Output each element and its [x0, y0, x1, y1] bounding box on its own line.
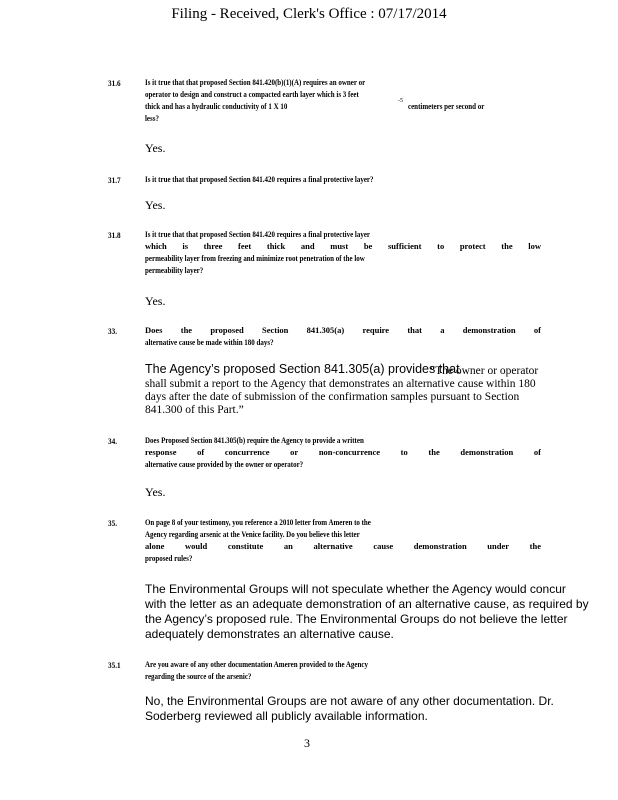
- answer-line: Soderberg reviewed all publicly available information.: [145, 709, 428, 723]
- question-line: Is it true that that proposed Section 841.420 requires a final protective layer?: [145, 174, 374, 184]
- word: thick: [266, 241, 286, 251]
- question-line: alternative cause provided by the owner or operator?: [145, 459, 304, 469]
- question-line: Is it true that that proposed Section 841.420(b)(1)(A) requires an owner or: [145, 77, 366, 87]
- answer-line: the Agency’s proposed rule. The Environmental Groups do not believe the letter: [145, 612, 568, 626]
- word: a: [440, 325, 445, 335]
- word: the: [180, 325, 193, 335]
- word: non-concurrence: [318, 447, 381, 457]
- question-line: alternative cause be made within 180 days?: [145, 337, 274, 347]
- word: demonstration: [413, 541, 467, 551]
- question-line: Is it true that that proposed Section 841.420 requires a final protective layer: [145, 229, 371, 239]
- word: cause: [373, 541, 394, 551]
- question-line: permeability layer from freezing and minimize root penetration of the low: [145, 253, 365, 263]
- word: proposed: [210, 325, 244, 335]
- superscript: -5: [398, 98, 403, 104]
- word: be: [363, 241, 373, 251]
- question-line: Agency regarding arsenic at the Venice facility. Do you believe this letter: [145, 529, 360, 539]
- word: or: [290, 447, 299, 457]
- question-line: less?: [145, 113, 159, 123]
- word: Does: [145, 325, 163, 335]
- word: the: [501, 241, 513, 251]
- word: demonstration: [460, 447, 514, 457]
- word: low: [528, 241, 541, 251]
- word: demonstration: [462, 325, 516, 335]
- answer-text: Yes.: [145, 485, 166, 499]
- question-line-justified: [145, 324, 541, 336]
- word: which: [145, 241, 167, 251]
- filing-header: Filing - Received, Clerk's Office : 07/17/2014: [171, 6, 447, 22]
- question-line: centimeters per second or: [408, 101, 485, 111]
- word: of: [533, 447, 541, 457]
- word: Section: [261, 325, 289, 335]
- question-number: 35.1: [108, 660, 121, 670]
- word: concurrence: [224, 447, 270, 457]
- word: to: [400, 447, 408, 457]
- word: alone: [145, 541, 165, 551]
- question-line-justified: [145, 240, 541, 252]
- answer-line: shall submit a report to the Agency that demonstrates an alternative cause within 180: [145, 378, 536, 390]
- question-number: 31.6: [108, 78, 121, 88]
- word: alternative: [313, 541, 353, 551]
- word: the: [529, 541, 541, 551]
- word: constitute: [227, 541, 264, 551]
- answer-line: days after the date of submission of the confirmation samples pursuant to Section: [145, 391, 520, 403]
- answer-line: adequately demonstrates an alternative cause.: [145, 627, 394, 641]
- word: require: [362, 325, 390, 335]
- page-number: 3: [304, 736, 310, 750]
- question-line: Are you aware of any other documentation Ameren provided to the Agency: [145, 659, 368, 669]
- word: that: [407, 325, 422, 335]
- question-line: On page 8 of your testimony, you reference a 2010 letter from Ameren to the: [145, 517, 371, 527]
- answer-line: with the letter as an adequate demonstration of an alternative cause, as required by: [145, 597, 589, 611]
- word: and: [300, 241, 315, 251]
- question-line: regarding the source of the arsenic?: [145, 671, 252, 681]
- word: under: [487, 541, 510, 551]
- word: sufficient: [387, 241, 422, 251]
- question-line: thick and has a hydraulic conductivity of 1 X 10: [145, 101, 288, 111]
- question-number: 33.: [108, 326, 118, 336]
- answer-text: Yes.: [145, 198, 166, 212]
- question-line-justified: [145, 446, 541, 458]
- word: an: [283, 541, 293, 551]
- word: of: [197, 447, 205, 457]
- answer-lead: The Agency’s proposed Section 841.305(a) provides that: [145, 362, 460, 376]
- word: to: [437, 241, 445, 251]
- word: of: [533, 325, 541, 335]
- word: feet: [238, 241, 252, 251]
- question-line: proposed rules?: [145, 553, 193, 563]
- answer-line: No, the Environmental Groups are not aware of any other documentation. Dr.: [145, 694, 554, 708]
- word: would: [185, 541, 208, 551]
- question-number: 34.: [108, 436, 118, 446]
- question-number: 31.7: [108, 175, 121, 185]
- answer-quote-start: “The owner or operator: [430, 365, 539, 377]
- word: must: [330, 241, 349, 251]
- question-line: permeability layer?: [145, 265, 204, 275]
- word: protect: [459, 241, 486, 251]
- word: the: [428, 447, 440, 457]
- question-number: 31.8: [108, 230, 121, 240]
- question-line-justified: [145, 540, 541, 552]
- word: response: [145, 447, 177, 457]
- word: three: [203, 241, 223, 251]
- question-line: operator to design and construct a compacted earth layer which is 3 feet: [145, 89, 359, 99]
- question-line: Does Proposed Section 841.305(b) require the Agency to provide a written: [145, 435, 364, 445]
- question-number: 35.: [108, 518, 118, 528]
- answer-line: 841.300 of this Part.”: [145, 404, 244, 416]
- answer-text: Yes.: [145, 294, 166, 308]
- answer-line: The Environmental Groups will not speculate whether the Agency would concur: [145, 582, 566, 596]
- answer-text: Yes.: [145, 141, 166, 155]
- word: 841.305(a): [306, 325, 345, 335]
- word: is: [182, 241, 189, 251]
